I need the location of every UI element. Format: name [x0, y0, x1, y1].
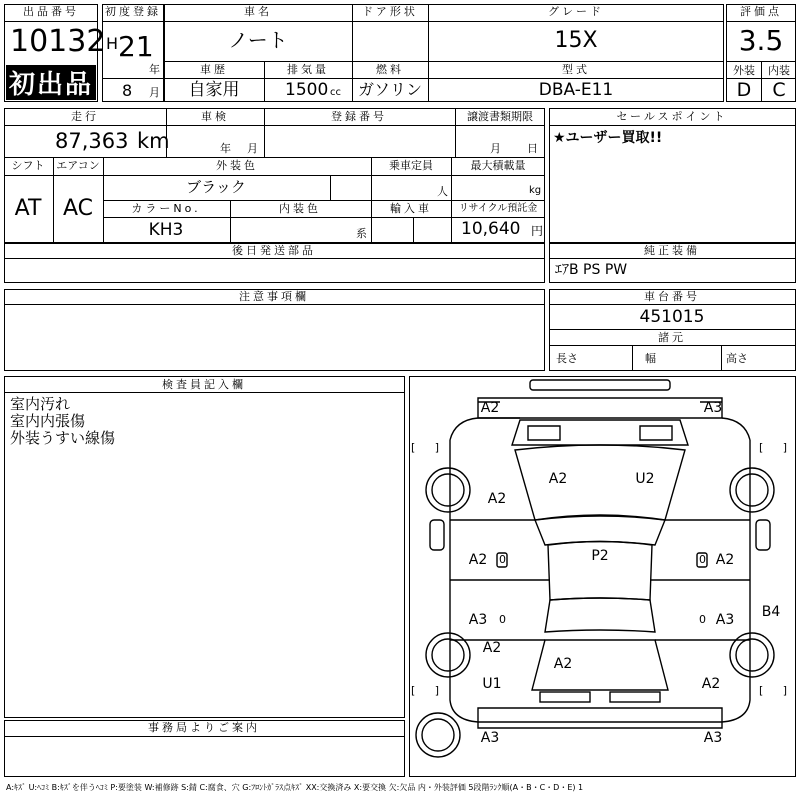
registration-year-unit: 年: [149, 63, 160, 76]
bracket-mark: [ ]: [759, 441, 796, 454]
damage-right-rear-door: A3: [715, 612, 735, 628]
door-header: ドア形状: [362, 5, 418, 18]
displacement-header: 排気量: [287, 63, 329, 76]
specs-height: 高さ: [726, 352, 748, 365]
model-header: 型式: [562, 63, 590, 76]
history-header: 車歴: [200, 63, 228, 76]
damage-right-front-door: A2: [715, 552, 735, 568]
mileage-unit: km: [137, 129, 170, 153]
inspector-line: 室内内張傷: [10, 412, 86, 430]
fuel-value: ガソリン: [357, 80, 423, 99]
aircon-header: エアコン: [56, 159, 100, 172]
exterior-color-header: 外装色: [216, 159, 258, 172]
inspection-year-unit: 年: [220, 142, 231, 155]
color-no-value: KH3: [148, 220, 184, 240]
displacement-unit: cc: [330, 87, 341, 98]
max-load-unit: kg: [529, 185, 542, 196]
damage-rear-bumper-left: A3: [480, 730, 500, 746]
damage-legend: A:ｷｽﾞ U:ﾍｺﾐ B:ｷｽﾞを伴うﾍｺﾐ P:要塗装 W:補修跡 S:錆 C:腐食、穴 G:ﾌﾛﾝﾄｶﾞﾗｽ点ｷｽﾞ XX:交換済み X:要交換 欠:欠品 内・外装評価 5段階ﾗﾝｸ順(A・B・C・D・E) 1: [6, 783, 584, 792]
damage-left-rear-quarter: A2: [482, 640, 502, 656]
interior-color-header: 内装色: [279, 202, 321, 215]
inspector-line: 室内汚れ: [10, 395, 71, 413]
zero-mark-right: 0: [699, 553, 706, 566]
model-value: DBA-E11: [538, 80, 614, 100]
damage-front-right: A3: [703, 400, 723, 416]
displacement-value: 1500: [285, 80, 329, 100]
registration-header: 初度登録: [105, 5, 161, 18]
damage-trunk: A2: [553, 656, 573, 672]
damage-left-front-door: A2: [468, 552, 488, 568]
capacity-header: 乗車定員: [389, 159, 433, 172]
history-value: 自家用: [188, 80, 240, 100]
specs-header: 諸元: [658, 331, 686, 344]
damage-rear-bumper-right: A3: [703, 730, 723, 746]
recycle-header: リサイクル預託金: [458, 203, 538, 214]
damage-windshield-left: A2: [548, 471, 568, 487]
recycle-unit: 円: [531, 224, 544, 238]
score-header: 評価点: [740, 5, 782, 18]
zero-mark-left: 0: [499, 553, 506, 566]
damage-roof: P2: [591, 548, 609, 564]
recycle-value: 10,640: [461, 219, 521, 239]
inspection-month-unit: 月: [247, 142, 258, 155]
exterior-color-value: ブラック: [186, 178, 246, 196]
shift-value: AT: [14, 196, 42, 221]
bracket-mark: [ ]: [759, 684, 796, 697]
specs-length: 長さ: [556, 352, 578, 365]
inspector-header: 検査員記入欄: [162, 378, 246, 391]
registration-month-unit: 月: [149, 86, 160, 99]
import-header: 輸入車: [390, 202, 432, 215]
lot-number: 10132: [10, 24, 106, 59]
first-listing-badge: 初出品: [6, 65, 96, 100]
shift-header: シフト: [11, 159, 45, 172]
equipment-value: ｴｱB PS PW: [555, 262, 628, 278]
chassis-value: 451015: [639, 307, 705, 327]
interior-color-unit: 系: [356, 227, 367, 240]
max-load-header: 最大積載量: [470, 159, 526, 172]
mileage-value: 87,363: [55, 129, 129, 153]
lot-header: 出品番号: [23, 5, 79, 18]
registration-month: 8: [122, 81, 133, 100]
fuel-header: 燃料: [376, 63, 404, 76]
interior-score-value: C: [772, 79, 786, 101]
exterior-score-value: D: [736, 79, 752, 101]
registration-year: 21: [118, 30, 154, 63]
damage-front-left: A2: [480, 400, 500, 416]
exterior-score-header: 外装: [733, 64, 755, 77]
bracket-mark: [ ]: [411, 684, 448, 697]
sales-point-text: ★ユーザー買取!!: [553, 130, 663, 146]
sales-point-header: セールスポイント: [616, 110, 728, 123]
damage-windshield-right: U2: [635, 471, 655, 487]
damage-hood-left: A2: [487, 491, 507, 507]
aircon-value: AC: [62, 196, 94, 221]
inspection-header: 車検: [201, 110, 229, 123]
damage-rear-left-lower: U1: [482, 676, 502, 692]
inspector-line: 外装うすい線傷: [10, 429, 116, 447]
capacity-unit: 人: [437, 185, 448, 198]
transfer-day-unit: 日: [527, 142, 538, 155]
zero-mark-left: 0: [499, 613, 506, 626]
specs-width: 幅: [645, 352, 656, 365]
car-name-header: 車名: [244, 5, 272, 18]
grade-value: 15X: [554, 28, 598, 53]
later-parts-header: 後日発送部品: [232, 244, 316, 257]
score-value: 3.5: [738, 24, 784, 57]
interior-score-header: 内装: [768, 64, 790, 77]
transfer-header: 譲渡書類期限: [467, 110, 533, 123]
transfer-month-unit: 月: [490, 142, 501, 155]
damage-rear-right: A2: [701, 676, 721, 692]
office-header: 事務局よりご案内: [148, 721, 260, 734]
notes-header: 注意事項欄: [239, 290, 309, 303]
registration-era: H: [106, 34, 119, 53]
zero-mark-right: 0: [699, 613, 706, 626]
mileage-header: 走行: [71, 110, 99, 123]
plate-header: 登録番号: [331, 110, 387, 123]
car-name-value: ノート: [228, 28, 288, 52]
color-no-header: カラーNo.: [131, 202, 201, 215]
equipment-header: 純正装備: [644, 244, 700, 257]
damage-right-rear-fender: B4: [761, 604, 781, 620]
grade-header: グレード: [548, 5, 604, 18]
bracket-mark: [ ]: [411, 441, 448, 454]
chassis-header: 車台番号: [644, 290, 700, 303]
damage-left-rear-door: A3: [468, 612, 488, 628]
